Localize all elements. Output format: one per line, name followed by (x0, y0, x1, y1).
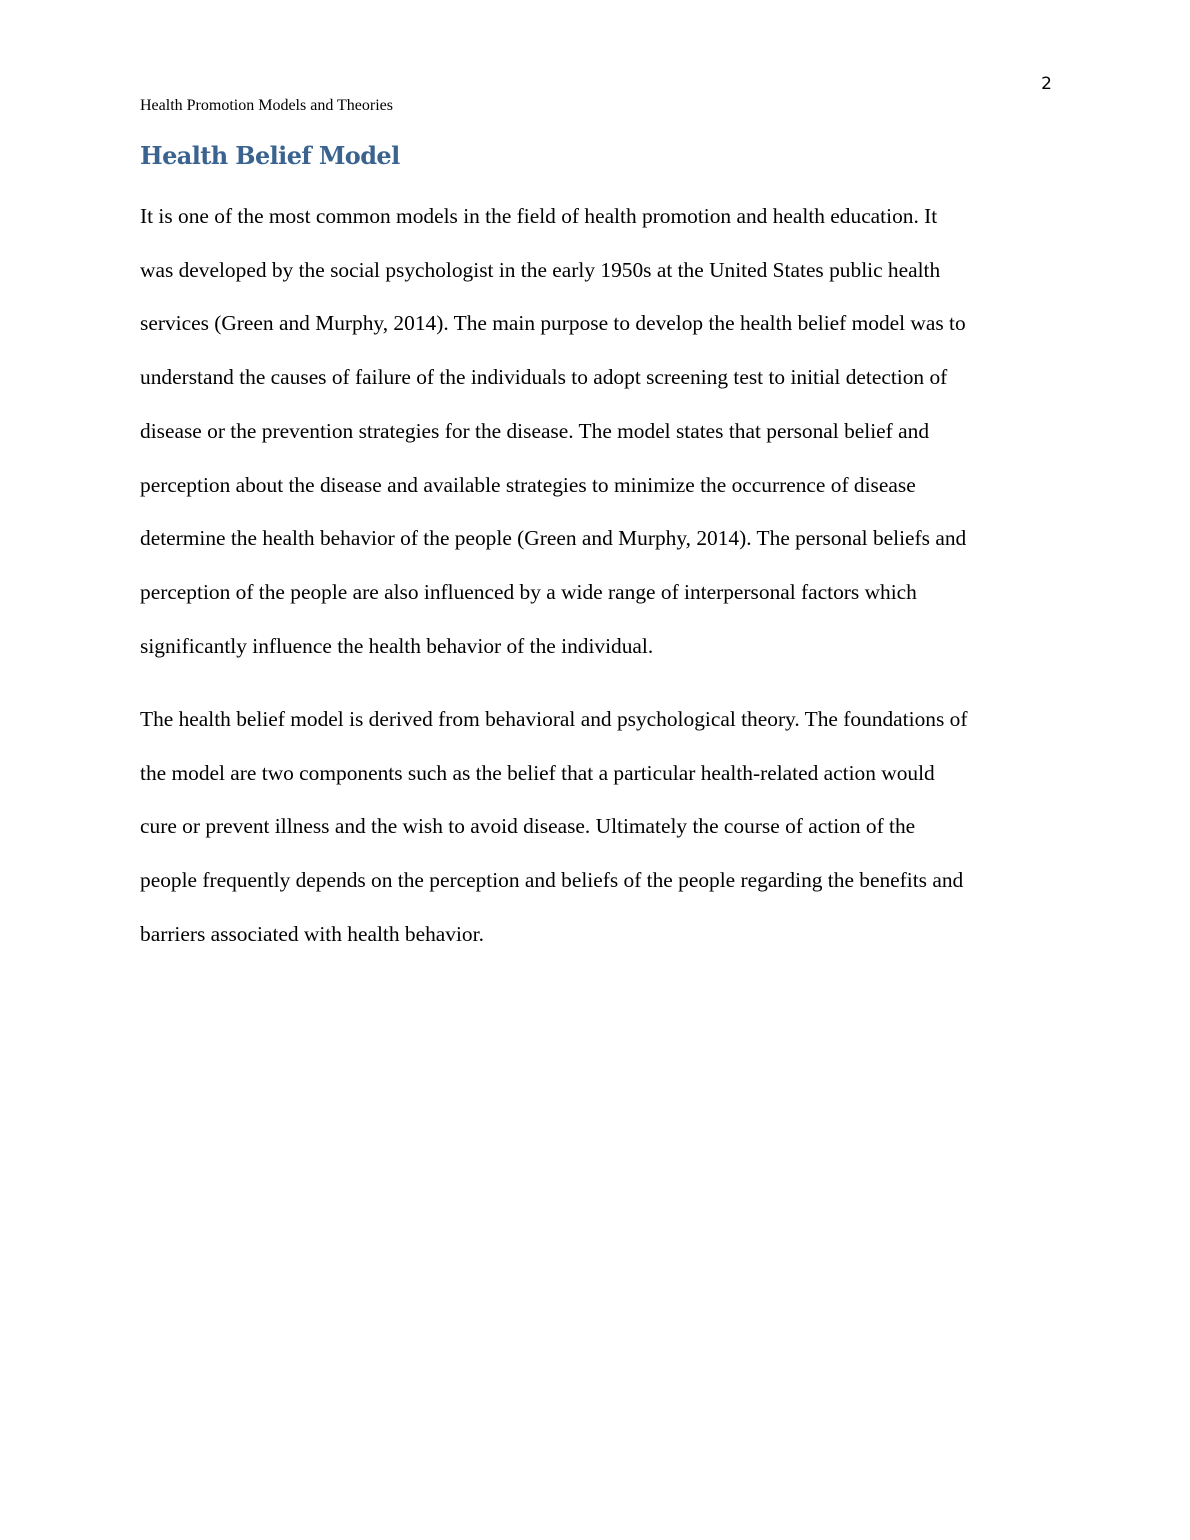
paragraph-line: barriers associated with health behavior. (140, 921, 484, 946)
paragraph-line: perception about the disease and available strategies to minimize the occurrence of disease (140, 472, 916, 497)
paragraph-line: was developed by the social psychologist in the early 1950s at the United States public health (140, 257, 941, 282)
paragraph-line: perception of the people are also influenced by a wide range of interpersonal factors which (140, 579, 917, 604)
paragraph-line: The health belief model is derived from behavioral and psychological theory. The foundations of (140, 707, 968, 731)
paragraph-1 (140, 190, 1050, 673)
paragraph-2 (140, 693, 1050, 962)
paragraph-line: cure or prevent illness and the wish to avoid disease. Ultimately the course of action of the (140, 814, 916, 839)
paragraph-line: determine the health behavior of the people (Green and Murphy, 2014). The personal beliefs and (140, 526, 967, 551)
paragraph-line: services (Green and Murphy, 2014). The main purpose to develop the health belief model was to (140, 311, 966, 336)
paragraph-line: understand the causes of failure of the individuals to adopt screening test to initial detection of (140, 365, 948, 390)
paragraph-line: the model are two components such as the belief that a particular health-related action would (140, 760, 935, 785)
page-number: 2 (1041, 74, 1052, 94)
paragraph-line: people frequently depends on the perception and beliefs of the people regarding the benefits and (140, 868, 964, 893)
paragraph-line: It is one of the most common models in the field of health promotion and health education. It (140, 204, 938, 228)
paragraph-line: disease or the prevention strategies for the disease. The model states that personal belief and (140, 418, 930, 443)
running-head: Health Promotion Models and Theories (140, 97, 393, 114)
section-heading: Health Belief Model (140, 141, 400, 170)
paragraph-line: significantly influence the health behavior of the individual. (140, 633, 654, 658)
